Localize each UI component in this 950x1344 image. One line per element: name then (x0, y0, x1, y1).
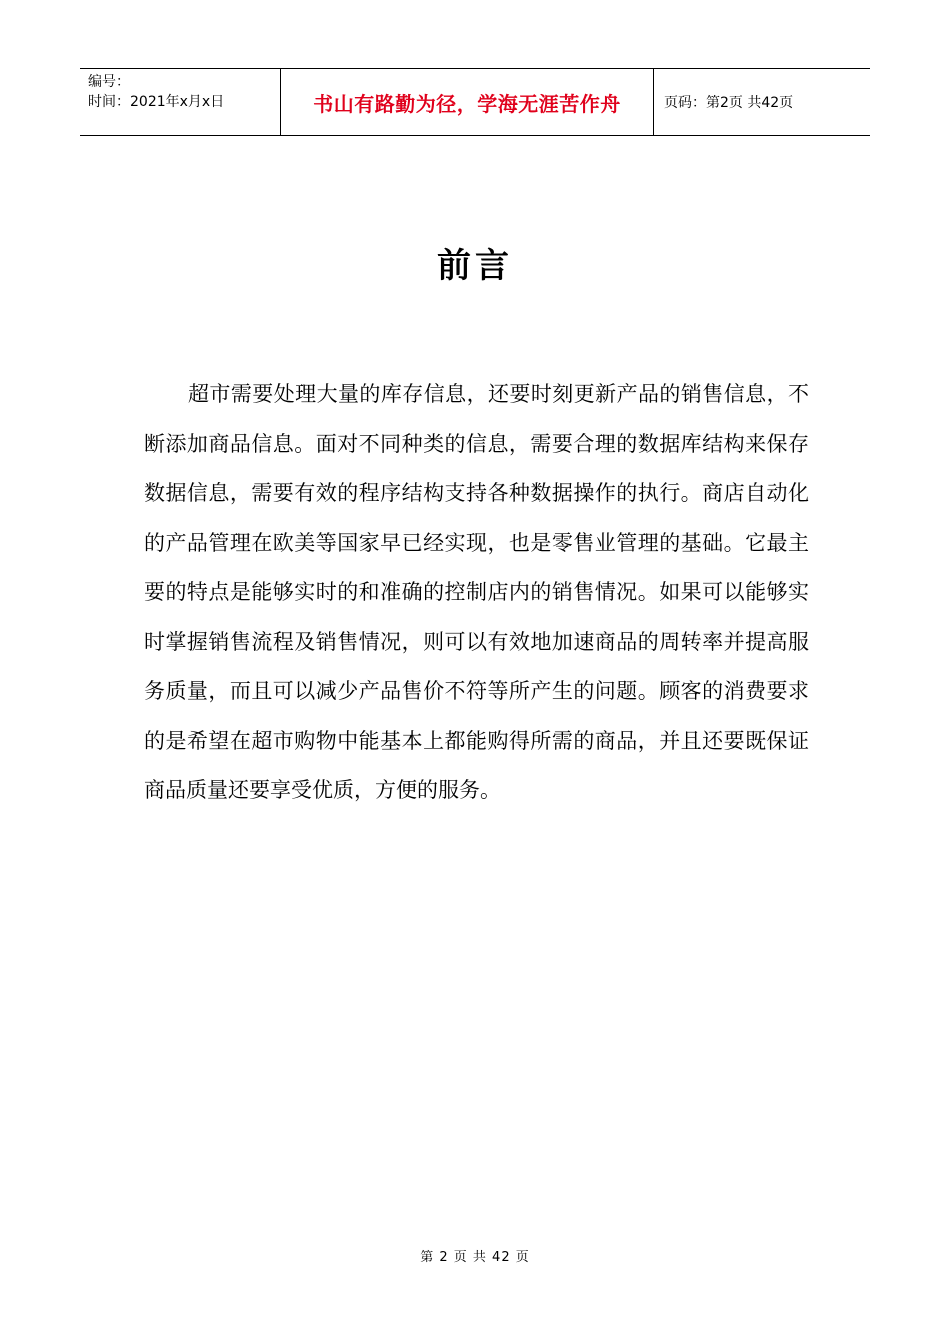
date-label: 时间：2021年x月x日 (88, 94, 225, 110)
header-page-info: 页码：第2页 共42页 (664, 95, 794, 111)
header-motto-cell (281, 69, 654, 135)
page-title: 前言 (437, 246, 513, 286)
header-meta-cell (80, 69, 281, 135)
footer-page-number: 第 2 页 共 42 页 (420, 1250, 530, 1265)
body-paragraph: 超市需要处理大量的库存信息，还要时刻更新产品的销售信息，不断添加商品信息。面对不同种类的信息，需要合理的数据库结构来保存数据信息，需要有效的程序结构支持各种数据操作的执行。商店自动化的产品管理在欧美等国家早已经实现，也是零售业管理的基础。它最主要的特点是能够实时的和准确的控制店内的销售情况。如果可以能够实时掌握销售流程及销售情况，则可以有效地加速商品的周转率并提高服务质量，而且可以减少产品售价不符等所产生的问题。顾客的消费要求的是希望在超市购物中能基本上都能购得所需的商品，并且还要既保证商品质量还要享受优质，方便的服务。 (144, 382, 809, 802)
motto-text: 书山有路勤为径，学海无涯苦作舟 (313, 91, 621, 116)
header-page-cell (654, 69, 870, 135)
document-header (80, 68, 870, 136)
serial-number-label: 编号： (88, 74, 130, 90)
